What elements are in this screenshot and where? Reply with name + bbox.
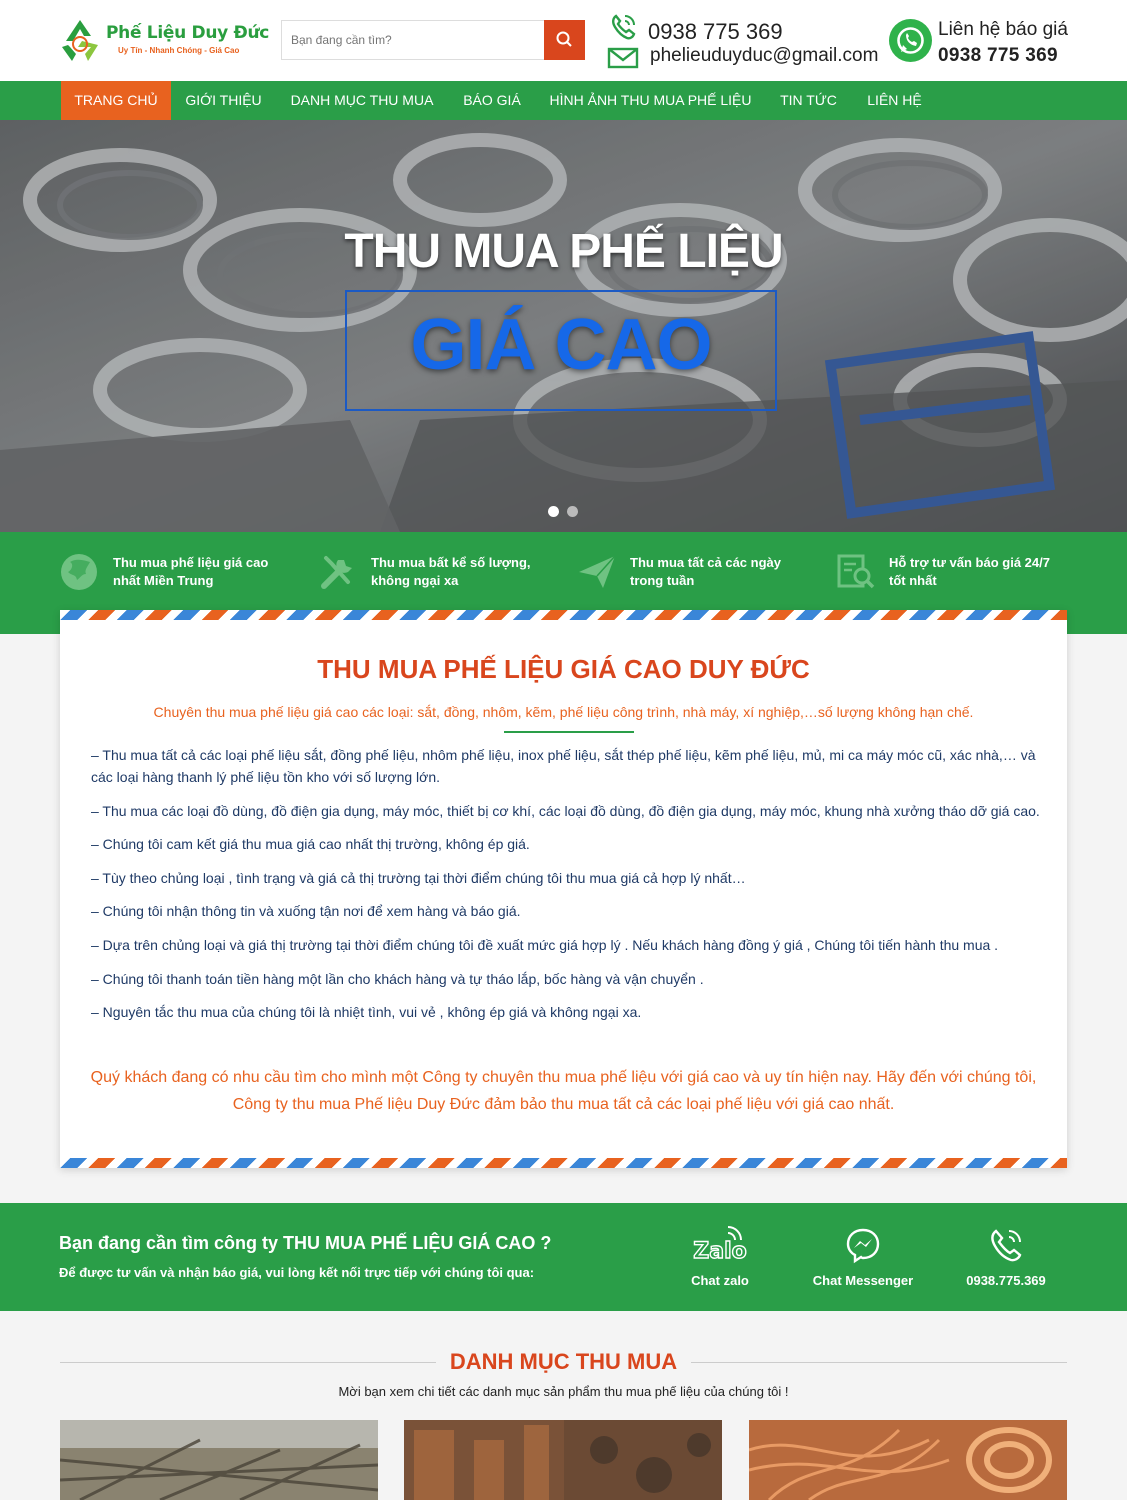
intro-bullet-list <box>91 744 1041 1035</box>
intro-card <box>60 610 1067 1168</box>
slider-dot-2[interactable] <box>567 506 578 517</box>
nav-contact[interactable]: LIÊN HỆ <box>867 92 922 108</box>
nav-gallery[interactable]: HÌNH ẢNH THU MUA PHẾ LIỆU <box>549 92 752 108</box>
nav-news[interactable]: TIN TỨC <box>780 92 837 108</box>
airmail-stripe-bottom <box>60 1158 1067 1168</box>
globe-icon <box>60 552 100 592</box>
zalo-icon <box>690 1225 750 1265</box>
search-button[interactable] <box>544 20 585 60</box>
intro-divider <box>504 731 634 733</box>
header-email[interactable]: phelieuduyduc@gmail.com <box>650 45 879 66</box>
whatsapp-button[interactable] <box>889 19 932 62</box>
search-document-icon <box>836 552 876 592</box>
slider-dot-1[interactable] <box>548 506 559 517</box>
paper-plane-icon <box>577 552 617 592</box>
phone-call-icon <box>986 1225 1026 1265</box>
zalo-logo-text: Zalo <box>693 1239 747 1264</box>
call-button[interactable] <box>941 1225 1071 1295</box>
feature-2-line1: Thu mua bất kể số lượng, <box>371 555 531 570</box>
search-icon <box>544 20 585 60</box>
hero-subtitle-box <box>345 290 777 411</box>
intro-subtitle: Chuyên thu mua phế liệu giá cao các loại: sắt, đồng, nhôm, kẽm, phế liệu công trình, nhà máy, xí nghiệp,…số lượng không hạn chế. <box>153 704 974 720</box>
cta-subtitle: Để được tư vấn và nhận báo giá, vui lòng kết nối trực tiếp với chúng tôi qua: <box>59 1265 535 1280</box>
chat-zalo-button[interactable] <box>655 1225 785 1295</box>
zalo-label: Chat zalo <box>691 1273 749 1288</box>
logo-title: Phế Liệu Duy Đức <box>106 23 270 43</box>
feature-2 <box>318 552 558 596</box>
feature-3 <box>577 552 817 596</box>
intro-closing-line1: Quý khách đang có nhu cầu tìm cho mình một Công ty chuyên thu mua phế liệu với giá cao và uy tín hiện nay. Hãy đến với chúng tôi, <box>90 1069 1037 1086</box>
airmail-stripe-top <box>60 610 1067 620</box>
hero-slider[interactable] <box>0 120 1127 532</box>
feature-4 <box>836 552 1076 596</box>
search-bar <box>281 20 585 60</box>
intro-bullet: – Nguyên tắc thu mua của chúng tôi là nhiệt tình, vui vẻ , không ép giá và không ngại xa. <box>91 1004 642 1021</box>
cta-title: Bạn đang cần tìm công ty THU MUA PHẾ LIỆU GIÁ CAO ? <box>59 1233 552 1253</box>
intro-closing <box>80 1064 1047 1118</box>
header-phone[interactable]: 0938 775 369 <box>648 19 783 44</box>
category-title-text: DANH MỤC THU MUA <box>436 1349 691 1374</box>
intro-bullet: – Tùy theo chủng loại , tình trạng và giá cả thị trường tại thời điểm chúng tôi thu mua giá cả hợp lý nhất… <box>91 869 746 886</box>
feature-4-line2: tốt nhất <box>889 573 937 588</box>
intro-closing-line2: Công ty thu mua Phế liệu Duy Đức đảm bảo thu mua tất cả các loại phế liệu với giá cao nhất. <box>232 1096 895 1113</box>
nav-home[interactable]: TRANG CHỦ <box>61 81 171 120</box>
whatsapp-icon <box>889 19 932 62</box>
contact-cta <box>0 1203 1127 1311</box>
intro-bullet: – Thu mua tất cả các loại phế liệu sắt, đồng phế liệu, nhôm phế liệu, inox phế liệu, sắt thép phế liệu, kẽm phế liệu, mủ, mi ca máy móc cũ, xác nhà,… và các loại hàng thanh lý phế liệu tồn kho với số lượng lớn. <box>91 747 1036 785</box>
feature-1-line1: Thu mua phế liệu giá cao <box>113 555 269 570</box>
scrap-iron-image <box>404 1420 722 1500</box>
feature-1-line2: nhất Miền Trung <box>113 573 214 588</box>
messenger-icon <box>843 1225 883 1265</box>
feature-4-line1: Hỗ trợ tư vấn báo giá 24/7 <box>889 555 1050 570</box>
category-card-3[interactable] <box>749 1420 1067 1500</box>
category-card-2[interactable] <box>404 1420 722 1500</box>
recycle-logo-icon <box>58 17 102 63</box>
nav-categories[interactable]: DANH MỤC THU MUA <box>290 92 434 108</box>
hero-title: THU MUA PHẾ LIỆU <box>344 225 783 278</box>
mail-icon <box>607 46 639 70</box>
quote-label: Liên hệ báo giá <box>938 19 1068 40</box>
intro-bullet: – Thu mua các loại đồ dùng, đồ điện gia dụng, máy móc, thiết bị cơ khí, các loại đồ dùng, đồ điện gia dụng, máy móc, khung nhà xưởng tháo dỡ giá cao. <box>91 802 1040 819</box>
intro-title: THU MUA PHẾ LIỆU GIÁ CAO DUY ĐỨC <box>317 654 810 684</box>
messenger-label: Chat Messenger <box>812 1273 914 1288</box>
feature-1 <box>60 552 300 596</box>
header-contact <box>606 12 886 72</box>
search-input[interactable] <box>282 21 545 59</box>
nav-price[interactable]: BÁO GIÁ <box>463 92 521 108</box>
tools-icon <box>318 552 358 592</box>
category-card-1[interactable] <box>60 1420 378 1500</box>
intro-bullet: – Dựa trên chủng loại và giá thị trường tại thời điểm chúng tôi đề xuất mức giá hợp lý . Nếu khách hàng đồng ý giá , Chúng tôi tiến hành thu mua . <box>91 936 999 953</box>
feature-3-line2: trong tuần <box>630 573 695 588</box>
intro-bullet: – Chúng tôi nhận thông tin và xuống tận nơi để xem hàng và báo giá. <box>91 903 521 920</box>
logo-tagline: Uy Tín - Nhanh Chóng - Giá Cao <box>118 46 240 55</box>
main-nav <box>0 81 1127 120</box>
hero-subtitle: GIÁ CAO <box>410 305 712 385</box>
call-label: 0938.775.369 <box>966 1273 1046 1288</box>
logo[interactable] <box>58 17 270 63</box>
category-subtitle: Mời bạn xem chi tiết các danh mục sản phẩm thu mua phế liệu của chúng tôi ! <box>338 1384 789 1399</box>
quote-phone[interactable]: 0938 775 369 <box>938 45 1058 66</box>
intro-bullet: – Chúng tôi cam kết giá thu mua giá cao nhất thị trường, không ép giá. <box>91 836 530 853</box>
feature-2-line2: không ngại xa <box>371 573 459 588</box>
header <box>0 0 1127 81</box>
intro-bullet: – Chúng tôi thanh toán tiền hàng một lần cho khách hàng và tự tháo lắp, bốc hàng và vận chuyển . <box>91 970 704 987</box>
scrap-copper-image <box>749 1420 1067 1500</box>
chat-messenger-button[interactable] <box>798 1225 928 1295</box>
scrap-steel-image <box>60 1420 378 1500</box>
nav-about[interactable]: GIỚI THIỆU <box>185 92 262 108</box>
phone-icon <box>608 12 638 42</box>
category-title <box>0 1349 1127 1375</box>
feature-3-line1: Thu mua tất cả các ngày <box>630 555 781 570</box>
